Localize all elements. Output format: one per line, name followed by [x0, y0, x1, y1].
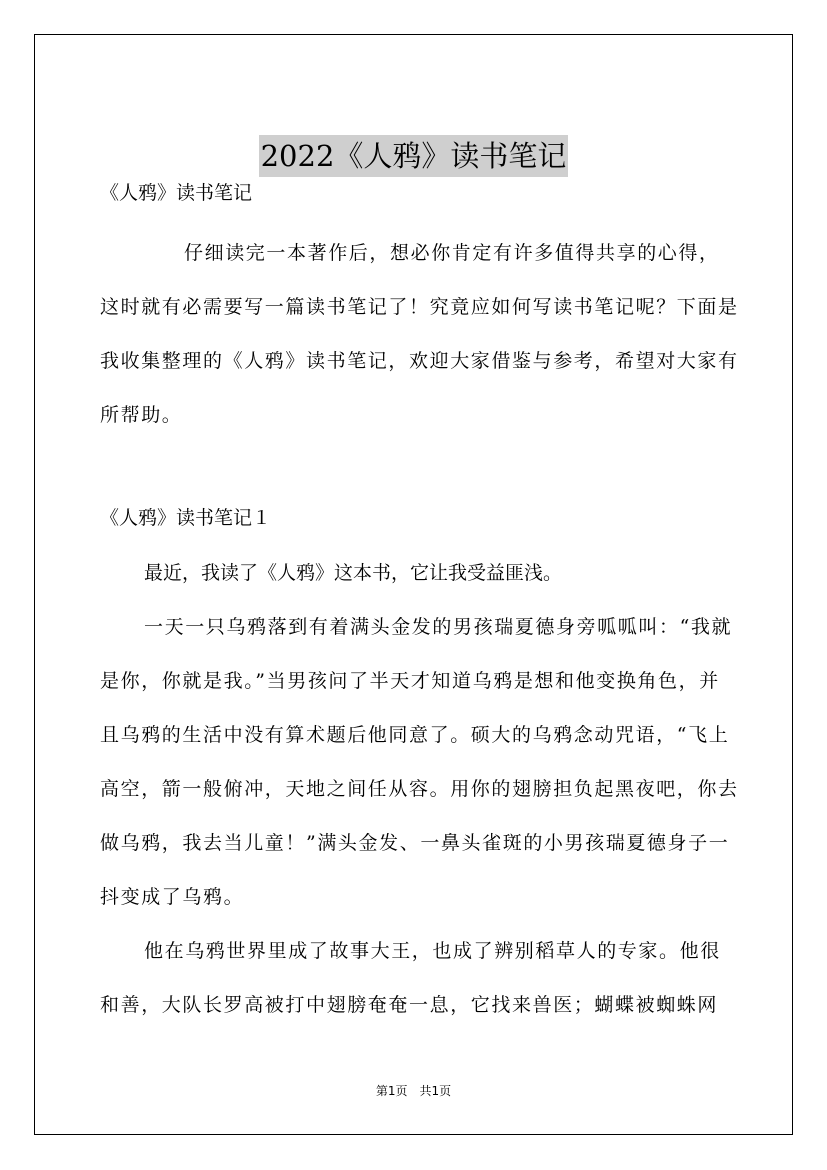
- document-page: [34, 34, 793, 1135]
- document-title: 2022《人鸦》读书笔记: [259, 135, 569, 177]
- body-paragraph-2: 一天一只乌鸦落到有着满头金发的男孩瑞夏德身旁呱呱叫：“我就是你，你就是我。”当男孩问了半天才知道乌鸦是想和他变换角色，并且乌鸦的生活中没有算术题后他同意了。硕大的乌鸦念动咒语，“飞上高空，箭一般俯冲，天地之间任从容。用你的翅膀担负起黑夜吧，你去 做乌鸦，我去当儿童！”满头金发、一鼻头雀斑的小男孩瑞夏德身子一抖变成了乌鸦。: [100, 616, 739, 908]
- document-subtitle: 《人鸦》读书笔记: [100, 182, 253, 204]
- intro-paragraph: 仔细读完一本著作后，想必你肯定有许多值得共享的心得，这时就有必需要写一篇读书笔记了！究竟应如何写读书笔记呢？下面是我收集整理的《人鸦》读书笔记，欢迎大家借鉴与参考，希望对大家有所帮助。: [100, 242, 739, 426]
- body-paragraph-3: 他在乌鸦世界里成了故事大王，也成了辨别稻草人的专家。他很和善，大队长罗高被打中翅膀奄奄一息，它找来兽医；蝴蝶被蜘蛛网: [100, 940, 721, 1016]
- section-heading: 《人鸦》读书笔记１: [100, 507, 272, 529]
- title-wrap: [35, 135, 792, 177]
- page-footer: 第1页 共1页: [375, 1084, 452, 1098]
- body-paragraph-1: 最近，我读了《人鸦》这本书，它让我受益匪浅。: [144, 562, 563, 584]
